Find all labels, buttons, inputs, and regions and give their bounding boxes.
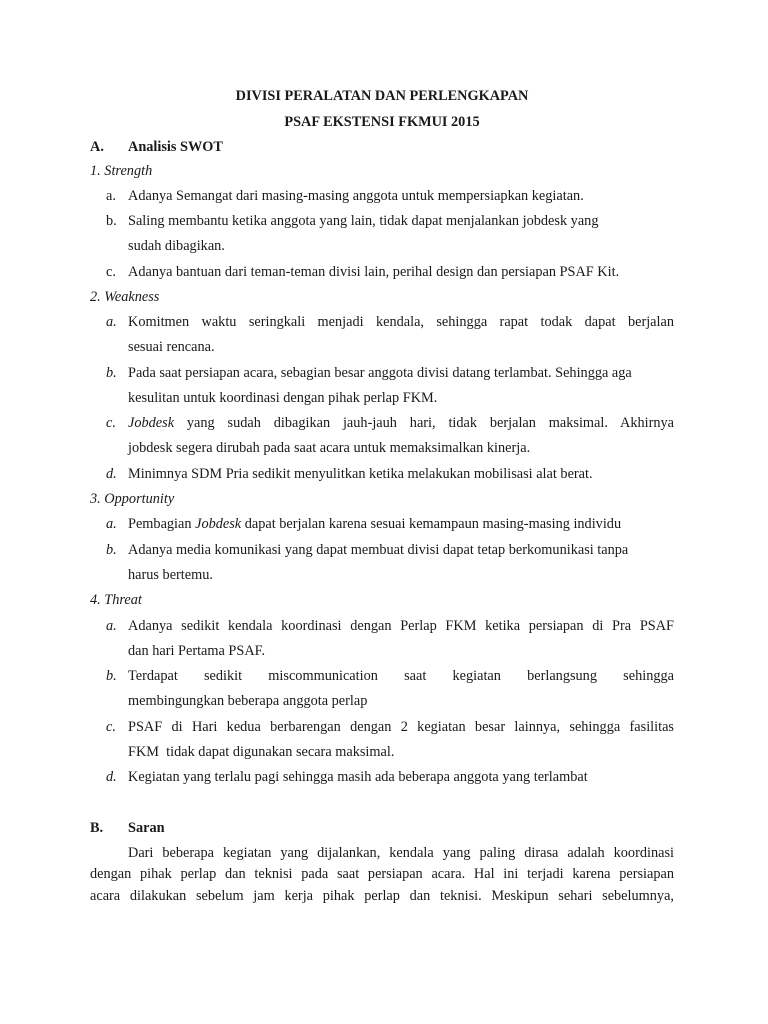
list-item-text: Komitmen waktu seringkali menjadi kendala, sehingga rapat todak dapat berjalan [128, 314, 674, 330]
list-marker: b. [106, 365, 117, 381]
list-marker: a. [106, 188, 116, 204]
document-title-line-2: PSAF EKSTENSI FKMUI 2015 [284, 114, 480, 130]
list-item-text: Kegiatan yang terlalu pagi sehingga masih ada beberapa anggota yang terlambat [128, 769, 588, 785]
weakness-heading: 2. Weakness [90, 289, 160, 305]
section-a-heading: Analisis SWOT [128, 139, 223, 155]
list-item-text: membingungkan beberapa anggota perlap [128, 693, 368, 709]
list-marker: c. [106, 719, 116, 735]
section-a-marker: A. [90, 139, 104, 155]
list-item-text: Adanya media komunikasi yang dapat membuat divisi dapat tetap berkomunikasi tanpa [128, 542, 629, 558]
opportunity-heading: 3. Opportunity [90, 491, 175, 507]
list-item-text [128, 414, 674, 432]
list-item-text [128, 515, 621, 533]
list-item-text-rest: yang sudah dibagikan jauh-jauh hari, tidak berjalan maksimal. Akhirnya [174, 415, 674, 431]
list-item-text: Adanya Semangat dari masing-masing anggota untuk mempersiapkan kegiatan. [128, 188, 584, 204]
list-marker: a. [106, 516, 117, 532]
list-marker: c. [106, 415, 116, 431]
list-item-text: Pada saat persiapan acara, sebagian besar anggota divisi datang terlambat. Sehingga aga [128, 365, 632, 381]
emphasis-text: Jobdesk [128, 415, 175, 431]
list-item-text: Adanya bantuan dari teman-teman divisi lain, perihal design dan persiapan PSAF Kit. [128, 264, 620, 280]
list-item-text-before: Pembagian [128, 516, 196, 532]
list-item-text: Terdapat sedikit miscommunication saat kegiatan berlangsung sehingga [128, 668, 674, 684]
section-b-heading: Saran [128, 820, 165, 836]
list-marker: d. [106, 769, 117, 785]
paragraph-line: Dari beberapa kegiatan yang dijalankan, kendala yang paling dirasa adalah koordinasi [128, 845, 674, 861]
document-title-line-1: DIVISI PERALATAN DAN PERLENGKAPAN [235, 88, 529, 104]
list-item-text: sudah dibagikan. [128, 238, 225, 254]
threat-heading: 4. Threat [90, 592, 142, 608]
list-item-text: FKM tidak dapat digunakan secara maksimal. [128, 744, 395, 760]
paragraph-line: dengan pihak perlap dan teknisi pada saat persiapan acara. Hal ini terjadi karena persiapan [90, 866, 674, 882]
list-item-text: PSAF di Hari kedua berbarengan dengan 2 kegiatan besar lainnya, sehingga fasilitas [128, 719, 674, 735]
list-marker: c. [106, 264, 116, 280]
list-item-text: dan hari Pertama PSAF. [128, 643, 266, 659]
list-marker: b. [106, 542, 117, 558]
list-marker: a. [106, 314, 117, 330]
emphasis-text: Jobdesk [195, 516, 242, 532]
list-marker: b. [106, 668, 117, 684]
list-item-text: kesulitan untuk koordinasi dengan pihak perlap FKM. [128, 390, 438, 406]
list-item-text: Saling membantu ketika anggota yang lain, tidak dapat menjalankan jobdesk yang [128, 213, 599, 229]
list-marker: d. [106, 466, 117, 482]
list-item-text-after: dapat berjalan karena sesuai kemampaun masing-masing individu [241, 516, 622, 532]
list-item-text: sesuai rencana. [128, 339, 215, 355]
list-marker: b. [106, 213, 117, 229]
list-item-text: Minimnya SDM Pria sedikit menyulitkan ketika melakukan mobilisasi alat berat. [128, 466, 593, 482]
list-item-text: harus bertemu. [128, 567, 213, 583]
paragraph-line: acara dilakukan sebelum jam kerja pihak perlap dan teknisi. Meskipun sehari sebelumnya, [90, 888, 674, 904]
list-item-text: jobdesk segera dirubah pada saat acara untuk memaksimalkan kinerja. [128, 440, 531, 456]
list-item-text: Adanya sedikit kendala koordinasi dengan Perlap FKM ketika persiapan di Pra PSAF [128, 618, 674, 634]
list-marker: a. [106, 618, 117, 634]
section-b-marker: B. [90, 820, 104, 836]
strength-heading: 1. Strength [90, 163, 153, 179]
